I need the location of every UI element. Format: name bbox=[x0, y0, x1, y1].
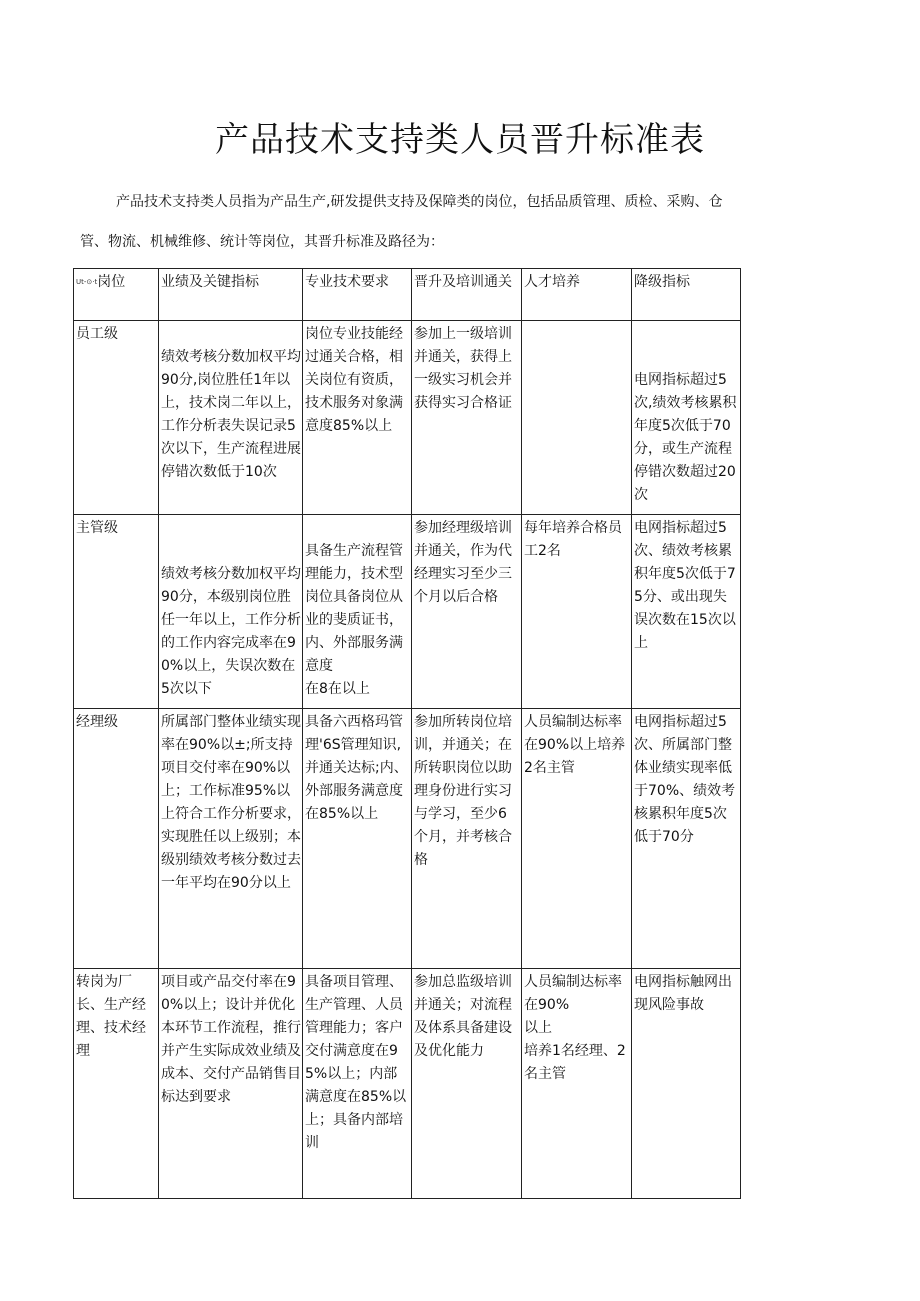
cell-demotion: 电网指标触网出现风险事故 bbox=[632, 969, 741, 1199]
header-demotion: 降级指标 bbox=[632, 269, 741, 321]
cell-performance bbox=[159, 321, 303, 515]
cell-position: 主管级 bbox=[74, 515, 159, 709]
header-position-label: 岗位 bbox=[97, 274, 126, 290]
page-title: 产品技术支持类人员晋升标准表 bbox=[215, 120, 705, 160]
cell-position: 转岗为厂长、生产经理、技术经理 bbox=[74, 969, 159, 1199]
header-technical: 专业技术要求 bbox=[303, 269, 412, 321]
cell-talent-line-2: 以上 bbox=[524, 1020, 552, 1036]
table-header-row bbox=[74, 269, 741, 321]
cell-performance-text: 绩效考核分数加权平均90分,岗位胜任1年以上，技术岗二年以上，工作分析表失误记录5次以下，生产流程进展停错次数低于10次 bbox=[161, 349, 301, 480]
cell-position: 员工级 bbox=[74, 321, 159, 515]
cell-demotion: 电网指标超过5次、所属部门整体业绩实现率低于70%、绩效考核累积年度5次低于70分 bbox=[632, 709, 741, 969]
cell-training: 参加经理级培训并通关，作为代经理实习至少三个月以后合格 bbox=[412, 515, 522, 709]
intro-line-1: 产品技术支持类人员指为产品生产,研发提供支持及保障类的岗位，包括品质管理、质检、采购、仓 bbox=[116, 194, 723, 210]
cell-training: 参加上一级培训并通关，获得上一级实习机会并获得实习合格证 bbox=[412, 321, 522, 515]
header-talent: 人才培养 bbox=[522, 269, 632, 321]
header-position bbox=[74, 269, 159, 321]
cell-technical: 岗位专业技能经过通关合格，相关岗位有资质，技术服务对象满意度85%以上 bbox=[303, 321, 412, 515]
cell-talent bbox=[522, 321, 632, 515]
intro-paragraph bbox=[80, 190, 752, 255]
promotion-standard-table bbox=[73, 268, 741, 1199]
cell-talent: 每年培养合格员工2名 bbox=[522, 515, 632, 709]
cell-performance: 项目或产品交付率在90%以上；设计并优化本环节工作流程，推行并产生实际成效业绩及成本、交付产品销售目标达到要求 bbox=[159, 969, 303, 1199]
header-performance: 业绩及关键指标 bbox=[159, 269, 303, 321]
cell-technical: 具备六西格玛管理'6S管理知识,并通关达标;内、外部服务满意度在85%以上 bbox=[303, 709, 412, 969]
cell-technical-text-2: 在8在以上 bbox=[305, 681, 370, 697]
header-training: 晋升及培训通关 bbox=[412, 269, 522, 321]
cell-talent: 人员编制达标率在90%以上培养2名主管 bbox=[522, 709, 632, 969]
table-row bbox=[74, 969, 741, 1199]
table-row bbox=[74, 709, 741, 969]
header-prefix: Ut-⊙·t bbox=[76, 278, 98, 286]
cell-demotion bbox=[632, 321, 741, 515]
table-row bbox=[74, 515, 741, 709]
cell-performance bbox=[159, 515, 303, 709]
cell-position: 经理级 bbox=[74, 709, 159, 969]
cell-demotion-text: 电网指标超过5次,绩效考核累积年度5次低于70分，或生产流程停错次数超过20次 bbox=[634, 372, 737, 503]
cell-technical: 具备项目管理、生产管理、人员管理能力；客户交付满意度在95%以上；内部满意度在85%以上；具备内部培训 bbox=[303, 969, 412, 1199]
cell-talent-line-3: 培养1名经理、2名主管 bbox=[524, 1043, 626, 1082]
table-row bbox=[74, 321, 741, 515]
cell-training: 参加总监级培训并通关；对流程及体系具备建设及优化能力 bbox=[412, 969, 522, 1199]
cell-performance-text: 绩效考核分数加权平均90分，本级别岗位胜任一年以上，工作分析的工作内容完成率在90%以上，失误次数在5次以下 bbox=[161, 566, 301, 697]
intro-line-2: 管、物流、机械维修、统计等岗位，其晋升标准及路径为： bbox=[80, 234, 444, 250]
cell-talent-line-1: 人员编制达标率在90% bbox=[524, 974, 622, 1013]
cell-technical bbox=[303, 515, 412, 709]
cell-training: 参加所转岗位培训，并通关；在所转职岗位以助理身份进行实习与学习，至少6个月，并考核合格 bbox=[412, 709, 522, 969]
cell-demotion: 电网指标超过5次、绩效考核累积年度5次低于75分、或出现失误次数在15次以上 bbox=[632, 515, 741, 709]
cell-technical-text: 具备生产流程管理能力，技术型岗位具备岗位从业的斐质证书，内、外部服务满意度 bbox=[305, 543, 403, 674]
cell-talent bbox=[522, 969, 632, 1199]
cell-performance: 所属部门整体业绩实现率在90%以±;所支持项目交付率在90%以上；工作标准95%以上符合工作分析要求，实现胜任以上级别；本级别绩效考核分数过去一年平均在90分以上 bbox=[159, 709, 303, 969]
